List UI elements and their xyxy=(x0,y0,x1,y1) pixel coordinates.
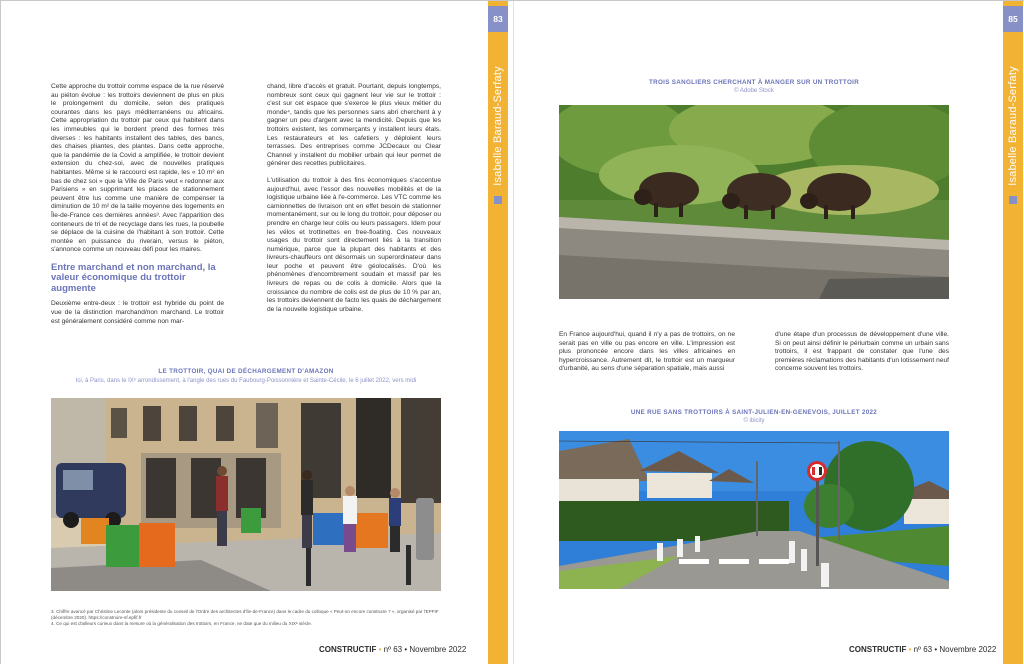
paragraph: chand, libre d'accès et gratuit. Pourtant, depuis longtemps, nombreux sont ceux qui gagnent leur vie sur le trottoir : c'est sur cet espace que s'exerce le plus vieux métier du monde⁴, tandis que les personnes sans abri cherchent à y gagner un peu d'argent avec la mendicité. Depuis que les trottoirs existent, les commerçants y installent leurs étals. Les restaurateurs et les cafetiers y déploient leurs terrasses. Des entreprises comme JCDecaux ou Clear Channel y installent du mobilier urbain qui leur permet de générer des recettes publicitaires. xyxy=(267,83,441,168)
left-column-2 xyxy=(267,83,441,322)
left-column-1 xyxy=(51,83,224,326)
figure2-credit: © ibicity xyxy=(743,418,765,424)
paragraph: L'utilisation du trottoir à des fins économiques s'accentue aujourd'hui, avec l'essor des nouvelles mobilités et de la logistique urbaine liée à l'e-commerce. Les VTC comme les camionnettes de livraison ont en effet besoin de stationner momentanément, sur ou le long du trottoir, pour déposer ou prendre en charge leur colis ou leurs passagers. Idem pour les vélos et trottinettes en free-floating. Ces nouveaux usages du trottoir sont directement liés à la transition numérique, parce que la plupart des habitants et des livreurs-chauffeurs ont désormais un superordinateur dans leur poche et peuvent être géolocalisés. D'où les phénomènes d'encombrement soudain et massif par les livreurs de repas ou de colis à domicile. Alors que la croissance du nombre de colis est de plus de 10 % par an, les trottoirs deviennent de facto les quais de déchargement de la nouvelle logistique urbaine. xyxy=(267,176,441,313)
left-page-number: 83 xyxy=(488,6,508,32)
right-page-number: 85 xyxy=(1003,6,1023,32)
left-page xyxy=(1,1,513,664)
paragraph: En France aujourd'hui, quand il n'y a pas de trottoirs, on ne serait pas en ville ou pas encore en ville. L'impression est plus prononcée encore dans les villes africaines en hypercroissance. Autrement dit, le trottoir est un marqueur d'urbanité, au sens d'une séparation spatiale, mais aussi xyxy=(559,331,735,373)
figure-caption: Ici, à Paris, dans le IXᵉ arrondissement, à l'angle des rues du Faubourg-Poissonnière et Sainte-Cécile, le 6 juillet 2022, vers midi xyxy=(75,378,417,384)
folio-issue: nº 63 • Novembre 2022 xyxy=(383,645,467,654)
paragraph: Deuxième entre-deux : le trottoir est hybride du point de vue de la distinction marchand/non marchand. Le trottoir est généralement considéré comme non mar- xyxy=(51,300,224,325)
right-column-1 xyxy=(559,331,735,382)
street-without-sidewalks-photo xyxy=(559,431,949,589)
right-author-square-icon xyxy=(1009,196,1017,204)
left-author-wrap xyxy=(488,41,508,211)
subheading: Entre marchand et non marchand, la valeur économique du trottoir augmente xyxy=(51,261,216,294)
right-page xyxy=(513,1,1024,664)
paragraph: d'une étape d'un processus de développement d'une ville. Si on peut ainsi définir le périurbain comme un urbain sans trottoirs, il est frappant de constater que l'une des premières réclamations des habitants d'un lotissement neuf concerne souvent les trottoirs. xyxy=(775,331,949,373)
right-author-name: Isabelle Baraud-Serfaty xyxy=(1007,66,1019,186)
wild-boars-photo xyxy=(559,105,949,299)
figure1-title: TROIS SANGLIERS CHERCHANT À MANGER SUR UN TROTTOIR xyxy=(648,79,860,86)
right-folio xyxy=(849,645,996,654)
left-folio xyxy=(319,645,466,654)
left-author-name: Isabelle Baraud-Serfaty xyxy=(492,66,504,186)
right-author-wrap xyxy=(1003,41,1023,211)
figure1-credit: © Adobe Stock xyxy=(734,88,774,94)
paragraph: Cette approche du trottoir comme espace de la rue réservé au piéton évolue : les trottoirs deviennent de plus en plus le prolongement du domicile, selon des pratiques courantes dans les pays méditerranéens ou africains. Cette appropriation du trottoir par ceux qui habitent dans les immeubles qui le bordent prend des formes très diverses : les habitants installent des tables, des bancs, des chaises pliantes, des plantes. Dans cette approche, que la pandémie de la Covid a amplifiée, le trottoir devient extension du chez-soi, avec de nouvelles pratiques habitantes. Même si le raccourci est rapide, les « 10 m² en bas de chez soi » que la Ville de Paris veut « redonner aux Parisiens » en supprimant les places de stationnement peuvent être lus comme une manière de compenser la diminution de 10 m² de la taille moyenne des logements en Île-de-France ces dernières années³. Avec l'apparition des conteneurs de tri et de recyclage dans les rues, la poubelle se déplace de la cuisine de l'habitant à son trottoir. Cette montée en puissance du riverain, versus le piéton, s'annonce comme un nouveau défi pour les maires. xyxy=(51,83,224,254)
footnote-4: 4. Ce qui est d'ailleurs curieux dans la mesure où la généralisation des trottoirs, en France, ne date que du milieu du XIXᵉ siècle. xyxy=(51,621,312,626)
left-author-square-icon xyxy=(494,196,502,204)
folio-issue: nº 63 • Novembre 2022 xyxy=(913,645,997,654)
figure2-title: UNE RUE SANS TROTTOIRS À SAINT-JULIEN-EN-GENEVOIS, JUILLET 2022 xyxy=(630,409,878,416)
folio-magazine: CONSTRUCTIF xyxy=(319,645,377,654)
folio-magazine: CONSTRUCTIF xyxy=(849,645,907,654)
folio-bullet: • xyxy=(908,645,912,654)
footnotes xyxy=(51,609,441,627)
figure-title: LE TROTTOIR, QUAI DE DÉCHARGEMENT D'AMAZON xyxy=(158,368,334,375)
amazon-sidewalk-photo xyxy=(51,398,441,591)
footnote-3: 3. Chiffre avancé par Christine Leconte (alors présidente du conseil de l'Ordre des architectes d'Île-de-France) dans le cadre du colloque « Peut-on encore construire ? », organisé par l'EPFIF (décembre 2020). https://construire-sf.epfif.fr xyxy=(51,609,439,620)
right-column-2 xyxy=(775,331,949,382)
folio-bullet: • xyxy=(378,645,382,654)
